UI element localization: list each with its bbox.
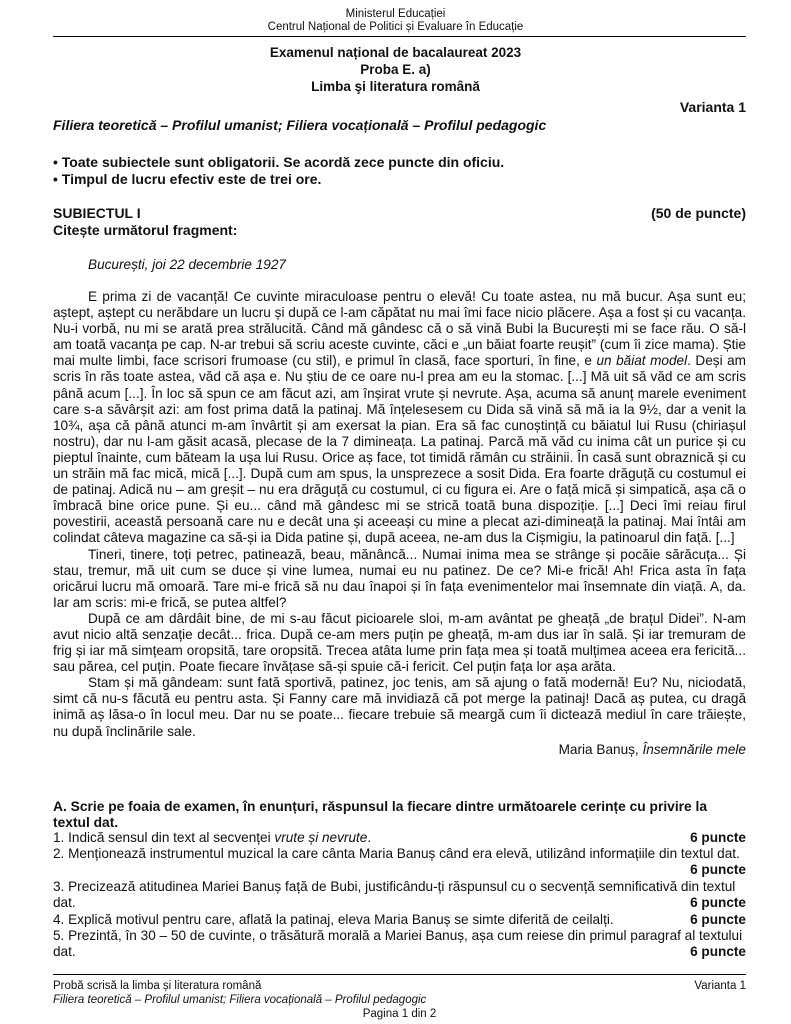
exam-title: Examenul național de bacalaureat 2023 bbox=[269, 45, 522, 60]
fragment-paragraph-3: După ce am dârdâit bine, de mi s-au făcut picioarele sloi, m-am avântat pe gheață „de brațul Didei”. N-am avut nicio altă senzație decât... frica. După ce-am mers puțin pe gheață, m-am dus iar în sală. Și iar tremuram de frig și iar mă simțeam oropsită, tare oropsită. Trecea atâta lume prin fața mea și toată mulțimea aceea era fericită... sau părea, cel puțin. Poate fiecare învățase să-și spuie că-i fericit. Cel puțin fața lor așa arăta. bbox=[53, 610, 746, 675]
footer-exam-name: Probă scrisă la limba și literatura română bbox=[53, 980, 262, 992]
question-points: 6 puncte bbox=[690, 944, 746, 959]
emphasis-text: un băiat model bbox=[596, 353, 688, 369]
question-1: 1. Indică sensul din text al secvenței vrute și nevrute. 6 puncte bbox=[53, 830, 746, 845]
fragment-dateline: București, joi 22 decembrie 1927 bbox=[88, 257, 286, 272]
fragment-paragraph-4: Stam și mă gândeam: sunt fată sportivă, patinez, joc tenis, am să ajung o fată modernă! Eu? Nu, niciodată, simt că nu-s făcută eu pentru asta. Și Fanny care mă invidiază că pot merge la patinaj! Dacă aș putea, cu dragă inimă aș lăsa-o în locul meu. Dar nu se poate... fiecare trebuie să meargă cum îi dictează mediul în care trăiește, nu după înclinările sale. bbox=[53, 675, 746, 739]
question-2: 2. Menționează instrumentul muzical la care cânta Maria Banuș când era elevă, utilizând informațiile din textul dat. 6 puncte bbox=[53, 846, 746, 877]
header-divider bbox=[53, 36, 746, 37]
footer-divider bbox=[53, 974, 746, 975]
instruction-1: • Toate subiectele sunt obligatorii. Se acordă zece puncte din oficiu. bbox=[53, 154, 505, 170]
question-points: 6 puncte bbox=[690, 830, 746, 845]
fragment-source bbox=[53, 742, 746, 758]
question-3: 3. Precizează atitudinea Mariei Banuș față de Bubi, justificându-ți răspunsul cu o secvență semnificativă din textul dat. 6 puncte bbox=[53, 879, 746, 910]
exam-subject: Limba şi literatura română bbox=[311, 79, 480, 94]
instruction-2: • Timpul de lucru efectiv este de trei ore. bbox=[53, 171, 322, 187]
exam-proba: Proba E. a) bbox=[360, 62, 431, 77]
track-label: Filiera teoretică – Profilul umanist; Filiera vocațională – Profilul pedagogic bbox=[53, 117, 547, 133]
section-a-instruction: A. Scrie pe foaia de examen, în enunțuri, răspunsul la fiecare dintre următoarele cerințe cu privire la textul dat. bbox=[53, 799, 708, 830]
footer-line-1 bbox=[53, 980, 746, 993]
fragment-body bbox=[53, 289, 746, 758]
subject-heading: SUBIECTUL I bbox=[53, 205, 141, 221]
question-4: 4. Explică motivul pentru care, aflată la patinaj, eleva Maria Banuș se simte diferită de ceilalți. 6 puncte bbox=[53, 912, 746, 927]
source-author: Maria Banuș, bbox=[558, 741, 643, 757]
question-points: 6 puncte bbox=[690, 895, 746, 910]
variant-label: Varianta 1 bbox=[679, 99, 746, 115]
question-5: 5. Prezintă, în 30 – 50 de cuvinte, o trăsătură morală a Mariei Banuș, așa cum reiese din primul paragraf al textului dat. 6 puncte bbox=[53, 928, 746, 959]
question-points: 6 puncte bbox=[690, 912, 746, 927]
source-work: Însemnările mele bbox=[642, 741, 746, 757]
question-points: 6 puncte bbox=[690, 862, 746, 877]
fragment-paragraph-2: Tineri, tinere, toți petrec, patinează, beau, mănâncă... Numai inima mea se strânge și pocăie sărăcuța... Și stau, tremur, mă uit cum se duce și vine lumea, numai eu nu patinez. De ce? Mi-e frică! Ah! Frica asta în fața oricărui lucru mă omoară. Tare mi-e frică să nu dau înapoi și în fața evenimentelor mai însemnate din viață. A, da. Iar am scris: mi-e frică, se putea altfel? bbox=[53, 546, 746, 610]
ministry-name: Ministerul Educației bbox=[345, 8, 446, 20]
footer-page-number: Pagina 1 din 2 bbox=[362, 1008, 437, 1020]
subject-instruction: Citește următorul fragment: bbox=[53, 222, 238, 238]
fragment-paragraph-1: E prima zi de vacanță! Ce cuvinte miraculoase pentru o elevă! Cu toate astea, nu mă bucur. Așa sunt eu; aștept, aștept cu nerăbdare un lucru și după ce l-am căpătat nu mai îmi face nicio plăcere. Așa a fost și cu vacanța. Nu-i vorbă, nu mi se arată prea strălucită. Când mă gândesc că o să vină Bubi la București mi se face rău. O să-l am toată vacanța pe cap. N-ar trebui să scriu aceste cuvinte, căci e „un băiat foarte reușit” (cum îi zice mama). Știe mai multe limbi, face scrisori frumoase (cu stil), e primul în clasă, face sporturi, în fine, e un băiat model. Deși am scris în răs toate astea, văd că așa e. Nu știu de ce oare nu-l prea am eu la stomac. [...] Mă uit să văd ce am scris până acum [...]. În loc să spun ce am făcut azi, am înșirat vrute și nevrute. Așa, acuma să anunț marele eveniment care s-a săvârșit azi: am fost prima dată la patinaj. Mă înțelesesem cu Dida să vină să mă ia la 9½, dar a venit la 10¾, așa că până atunci m-am învârtit și am exersat la pian. Era să fac cunoștință cu băiatul lui Rusu (chiriașul nostru), dar nu l-am găsit acasă, plecase de la 7 dimineața. La patinaj. Parcă mă văd cu inima cât un purice și cu pieptul înainte, cum băteam la ușa lui Rusu. Orice aș face, tot timidă rămân cu străinii. În casă sunt obraznică și cu un străin mă fac mică, mică [...]. După cum am spus, la unsprezece a sosit Dida. Era foarte drăguță cu costumul ei de patinaj. Adică nu – am greșit – nu era drăguță cu costumul, ci cu figura ei. Are o față mică și simpatică, așa că o îmbracă bine orice pune. Și eu... când mă gândesc mi se strică toată buna dispoziție. [...] Deci îmi reiau firul povestirii, această persoană care nu e decât una și aceeași cu mine a plecat azi-dimineață la patinaj. Mai întâi am colindat câteva magazine ca să-și ia Dida patine și, după aceea, ne-am dus la Cișmigiu, la patinoarul din față. [...] bbox=[53, 289, 746, 546]
footer-track: Filiera teoretică – Profilul umanist; Filiera vocațională – Profilul pedagogic bbox=[53, 994, 427, 1006]
center-name: Centrul Național de Politici și Evaluare în Educație bbox=[267, 21, 524, 33]
subject-points: (50 de puncte) bbox=[651, 205, 746, 221]
footer-variant: Varianta 1 bbox=[694, 980, 746, 992]
